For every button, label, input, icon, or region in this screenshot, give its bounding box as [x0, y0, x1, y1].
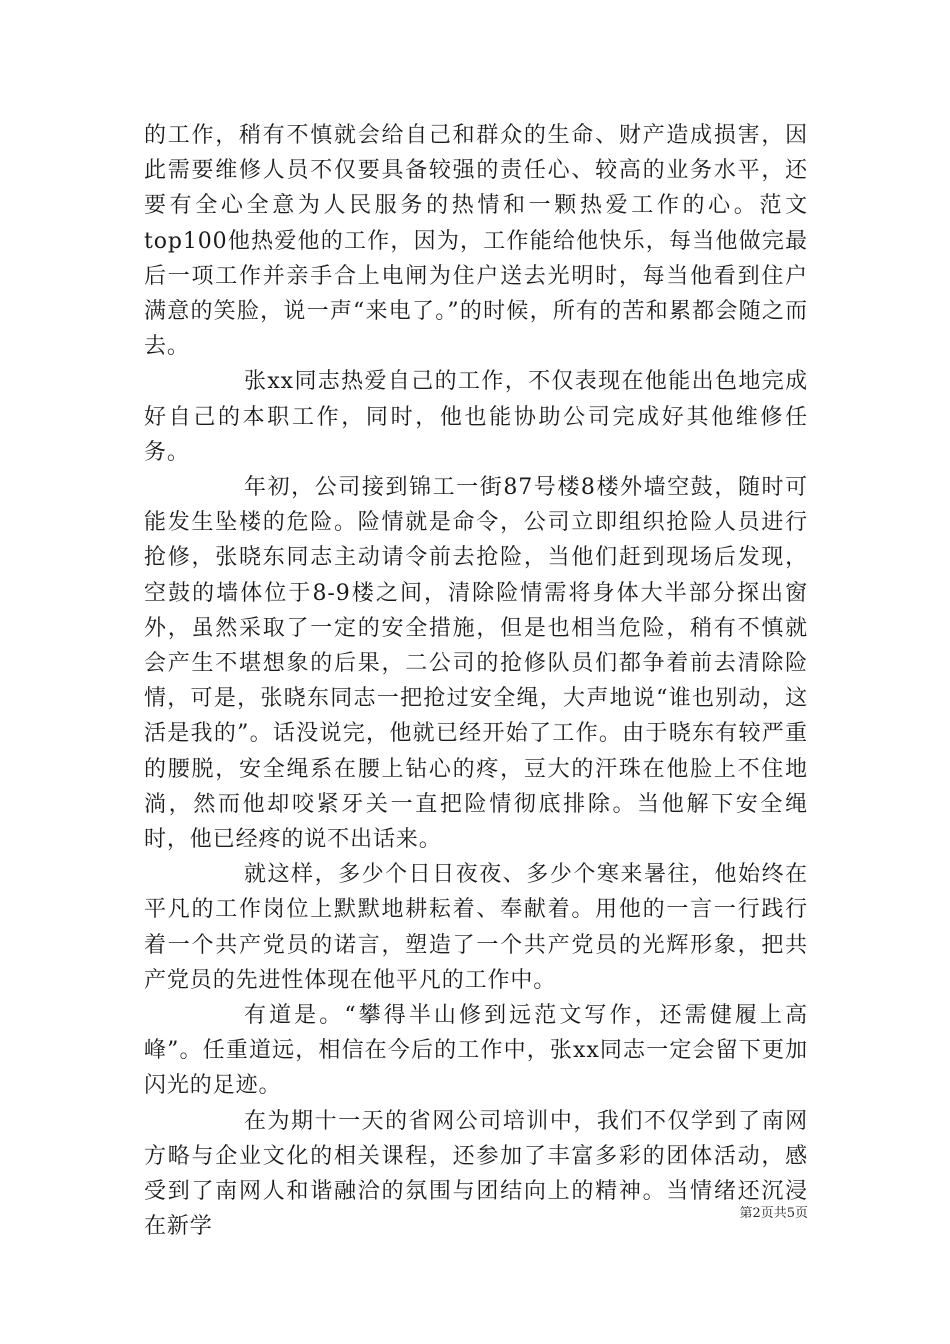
document-body [144, 118, 808, 1245]
page-number-footer: 第2页共5页 [739, 1206, 808, 1221]
paragraph-6: 在为期十一天的省网公司培训中，我们不仅学到了南网方略与企业文化的相关课程，还参加了丰富多彩的团体活动，感受到了南网人和谐融洽的氛围与团结向上的精神。当情绪还沉浸在新学 [144, 1108, 808, 1240]
paragraph-3: 年初，公司接到锦工一街87号楼8楼外墙空鼓，随时可能发生坠楼的危险。险情就是命令，公司立即组织抢险人员进行抢修，张晓东同志主动请令前去抢险，当他们赶到现场后发现，空鼓的墙体位于8-9楼之间，清除险情需将身体大半部分探出窗外，虽然采取了一定的安全措施，但是也相当危险，稍有不慎就会产生不堪想象的后果，二公司的抢修队员们都争着前去清除险情，可是，张晓东同志一把抢过安全绳，大声地说“谁也别动，这活是我的”。话没说完，他就已经开始了工作。由于晓东有较严重的腰脱，安全绳系在腰上钻心的疼，豆大的汗珠在他脸上不住地淌，然而他却咬紧牙关一直把险情彻底排除。当他解下安全绳时，他已经疼的说不出话来。 [144, 475, 808, 853]
paragraph-5: 有道是。“攀得半山修到远范文写作，还需健履上高峰”。任重道远，相信在今后的工作中，张xx同志一定会留下更加闪光的足迹。 [144, 1003, 808, 1099]
paragraph-1: 的工作，稍有不慎就会给自己和群众的生命、财产造成损害，因此需要维修人员不仅要具备较强的责任心、较高的业务水平，还要有全心全意为人民服务的热情和一颗热爱工作的心。范文top100他热爱他的工作，因为，工作能给他快乐，每当他做完最后一项工作并亲手合上电闸为住户送去光明时，每当他看到住户满意的笑脸，说一声“来电了。”的时候，所有的苦和累都会随之而去。 [144, 123, 808, 360]
paragraph-4: 就这样，多少个日日夜夜、多少个寒来暑往，他始终在平凡的工作岗位上默默地耕耘着、奉献着。用他的一言一行践行着一个共产党员的诺言，塑造了一个共产党员的光辉形象，把共产党员的先进性体现在他平凡的工作中。 [144, 862, 808, 993]
paragraph-2: 张xx同志热爱自己的工作，不仅表现在他能出色地完成好自己的本职工作，同时，他也能协助公司完成好其他维修任务。 [144, 369, 808, 465]
